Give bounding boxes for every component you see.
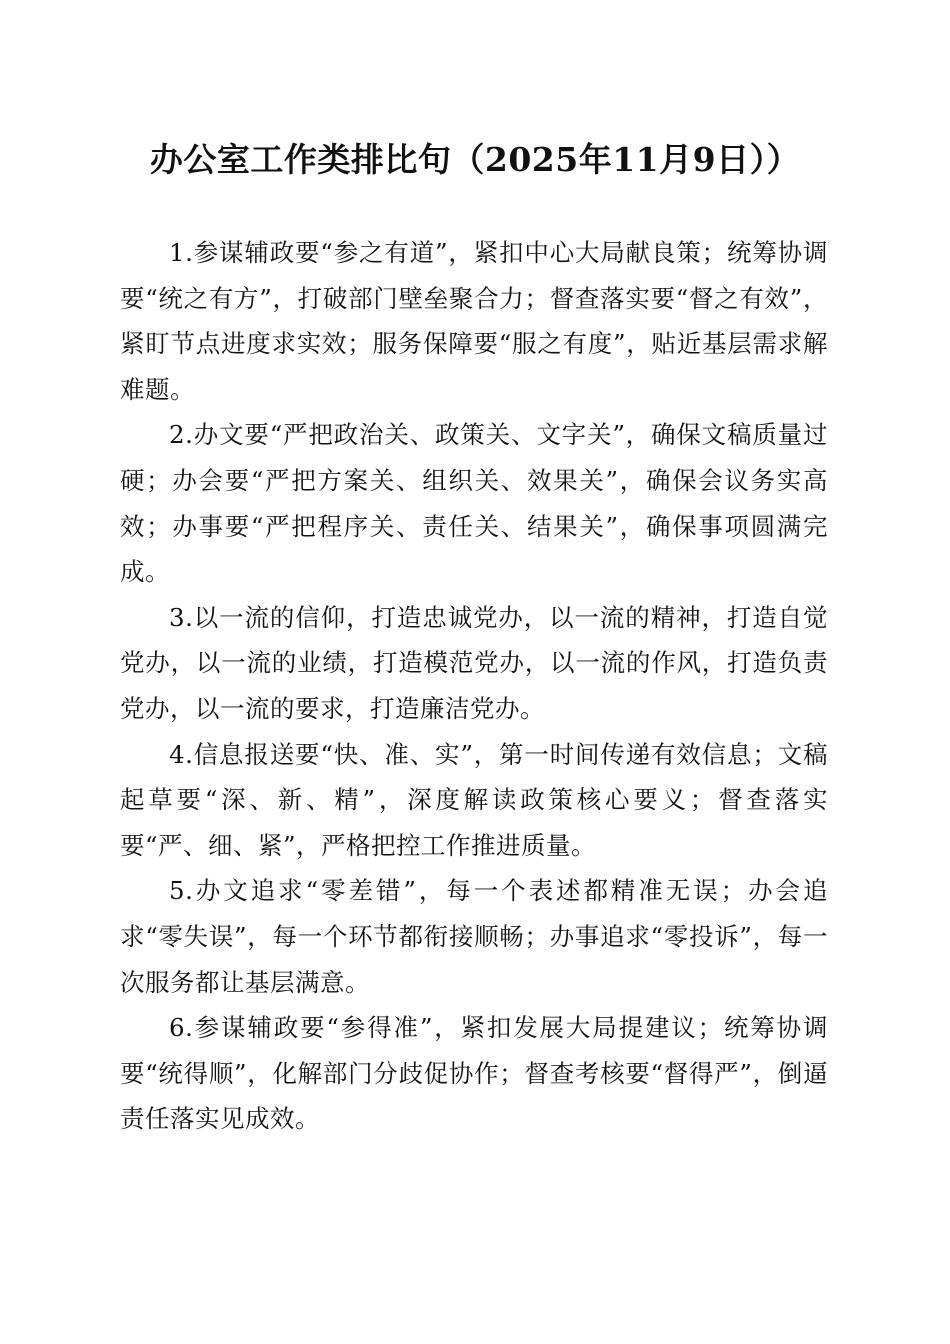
paragraph-6: 6.参谋辅政要“参得准”，紧扣发展大局提建议；统筹协调要“统得顺”，化解部门分歧促协作；督查考核要“督得严”，倒逼责任落实见成效。	[120, 1013, 828, 1134]
paragraph-1: 1.参谋辅政要“参之有道”，紧扣中心大局献良策；统筹协调要“统之有方”，打破部门壁垒聚合力；督查落实要“督之有效”，紧盯节点进度求实效；服务保障要“服之有度”，贴近基层需求解难题。	[120, 238, 828, 404]
paragraph-3: 3.以一流的信仰，打造忠诚党办，以一流的精神，打造自觉党办，以一流的业绩，打造模范党办，以一流的作风，打造负责党办，以一流的要求，打造廉洁党办。	[120, 602, 828, 723]
document-title: 办公室工作类排比句（2025年11月9日））	[149, 140, 801, 179]
document-body	[120, 230, 828, 1142]
paragraph-5: 5.办文追求“零差错”，每一个表述都精准无误；办会追求“零失误”，每一个环节都衔接顺畅；办事追求“零投诉”，每一次服务都让基层满意。	[120, 876, 828, 997]
paragraph-4: 4.信息报送要“快、准、实”，第一时间传递有效信息；文稿起草要“深、新、精”，深度解读政策核心要义；督查落实要“严、细、紧”，严格把控工作推进质量。	[120, 739, 828, 860]
paragraph-2: 2.办文要“严把政治关、政策关、文字关”，确保文稿质量过硬；办会要“严把方案关、组织关、效果关”，确保会议务实高效；办事要“严把程序关、责任关、结果关”，确保事项圆满完成。	[120, 420, 828, 587]
